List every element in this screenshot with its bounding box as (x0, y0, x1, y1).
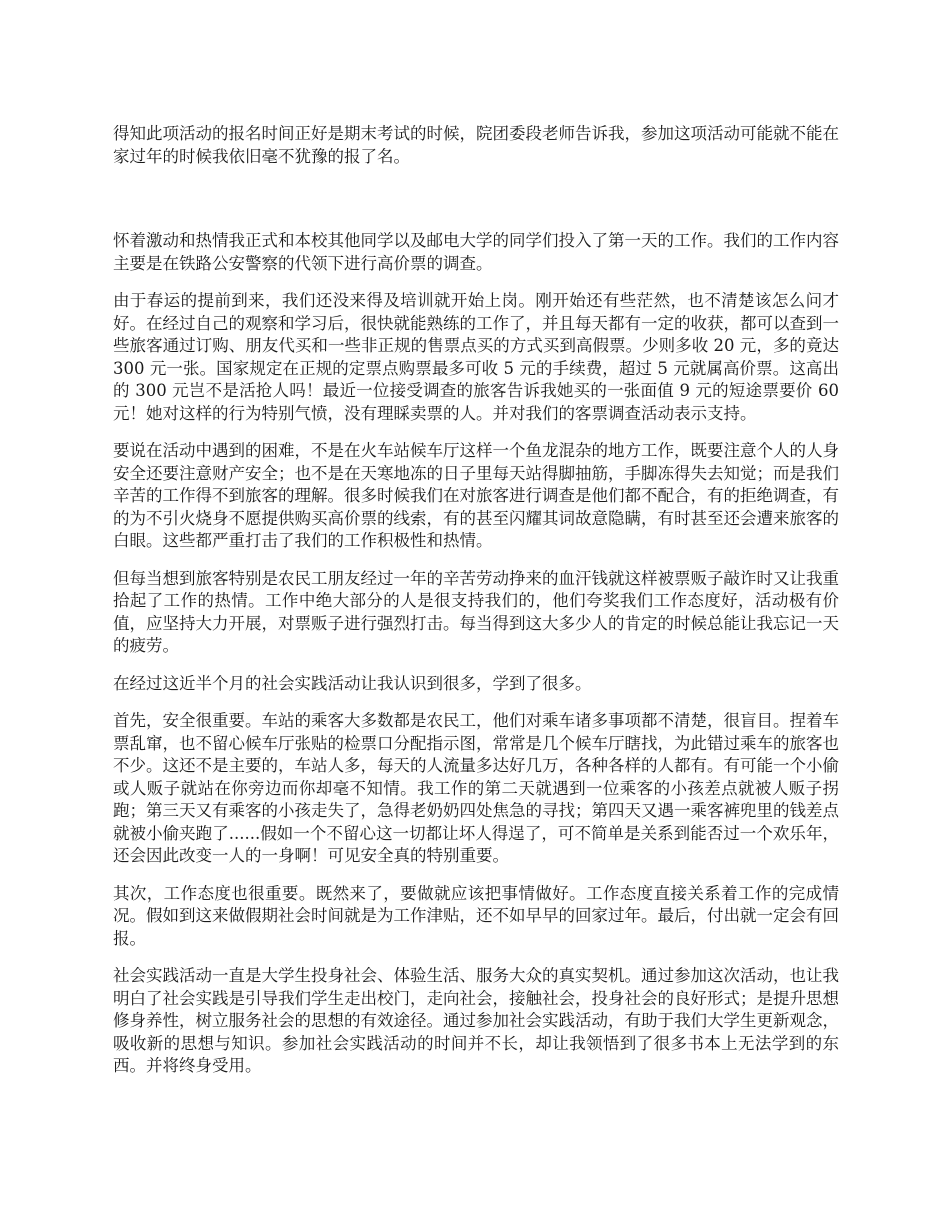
paragraph-ticket-survey: 由于春运的提前到来，我们还没来得及培训就开始上岗。刚开始还有些茫然，也不清楚该怎么问才好。在经过自己的观察和学习后，很快就能熟练的工作了，并且每天都有一定的收获，都可以查到一些旅客通过订购、朋友代买和一些非正规的售票点买的方式买到高假票。少则多收 20 元，多的竟达 300 元一张。国家规定在正规的定票点购票最多可收 5 元的手续费，超过 5 元就属高价票。这高出的 300 元岂不是活抢人吗！最近一位接受调查的旅客告诉我她买的一张面值 9 元的短途票要价 60 元！她对这样的行为特别气愤，没有理睬卖票的人。并对我们的客票调查活动表示支持。 (113, 291, 839, 423)
paragraph-safety: 首先，安全很重要。车站的乘客大多数都是农民工，他们对乘车诸多事项都不清楚，很盲目。捏着车票乱窜，也不留心候车厅张贴的检票口分配指示图，常常是几个候车厅瞎找，为此错过乘车的旅客也不少。这还不是主要的，车站人多，每天的人流量多达好几万，各种各样的人都有。有可能一个小偷或人贩子就站在你旁边而你却毫不知情。我工作的第二天就遇到一位乘客的小孩差点就被人贩子拐跑；第三天又有乘客的小孩走失了，急得老奶奶四处焦急的寻找；第四天又遇一乘客裤兜里的钱差点就被小偷夹跑了......假如一个不留心这一切都让坏人得逞了，可不简单是关系到能否过一个欢乐年，还会因此改变一人的一身啊！可见安全真的特别重要。 (113, 711, 839, 865)
paragraph-conclusion: 社会实践活动一直是大学生投身社会、体验生活、服务大众的真实契机。通过参加这次活动，也让我明白了社会实践是引导我们学生走出校门，走向社会，接触社会，投身社会的良好形式；是提升思想修身养性，树立服务社会的思想的有效途径。通过参加社会实践活动，有助于我们大学生更新观念，吸收新的思想与知识。参加社会实践活动的时间并不长，却让我领悟到了很多书本上无法学到的东西。并将终身受用。 (113, 966, 839, 1075)
paragraph-difficulties: 要说在活动中遇到的困难，不是在火车站候车厅这样一个鱼龙混杂的地方工作，既要注意个人的人身安全还要注意财产安全；也不是在天寒地冻的日子里每天站得脚抽筋，手脚冻得失去知觉；而是我们辛苦的工作得不到旅客的理解。很多时候我们在对旅客进行调查是他们都不配合，有的拒绝调查，有的为不引火烧身不愿提供购买高价票的线索，有的甚至闪耀其词故意隐瞒，有时甚至还会遭来旅客的白眼。这些都严重打击了我们的工作积极性和热情。 (113, 441, 839, 550)
paragraph-motivation: 但每当想到旅客特别是农民工朋友经过一年的辛苦劳动挣来的血汗钱就这样被票贩子敲诈时又让我重拾起了工作的热情。工作中绝大部分的人是很支持我们的，他们夸奖我们工作态度好，活动极有价值，应坚持大力开展，对票贩子进行强烈打击。每当得到这大多少人的肯定的时候总能让我忘记一天的疲劳。 (113, 568, 839, 655)
paragraph-attitude: 其次，工作态度也很重要。既然来了，要做就应该把事情做好。工作态度直接关系着工作的完成情况。假如到这来做假期社会时间就是为工作津贴，还不如早早的回家过年。最后，付出就一定会有回报。 (113, 883, 839, 948)
document-body (113, 123, 839, 1093)
paragraph-first-day: 怀着激动和热情我正式和本校其他同学以及邮电大学的同学们投入了第一天的工作。我们的工作内容主要是在铁路公安警察的代领下进行高价票的调查。 (113, 231, 839, 273)
paragraph-lessons-intro: 在经过这近半个月的社会实践活动让我认识到很多，学到了很多。 (113, 673, 592, 693)
paragraph-registration: 得知此项活动的报名时间正好是期末考试的时候，院团委段老师告诉我，参加这项活动可能就不能在家过年的时候我依旧毫不犹豫的报了名。 (113, 124, 839, 166)
